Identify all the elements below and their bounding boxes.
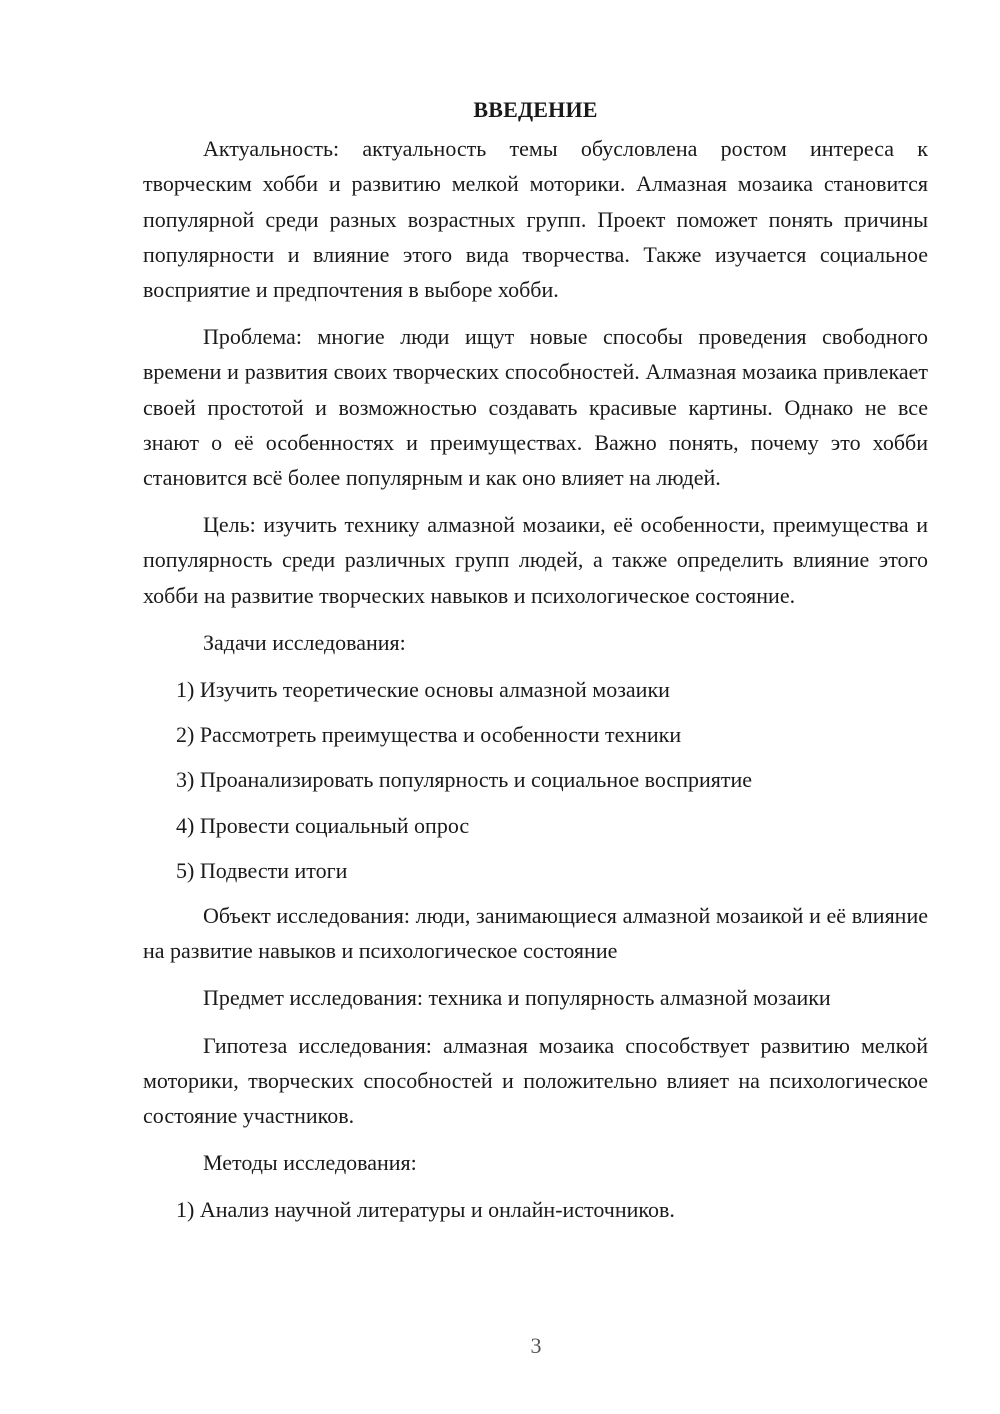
methods-list xyxy=(143,1192,928,1227)
subject-paragraph: Предмет исследования: техника и популярность алмазной мозаики xyxy=(203,985,831,1011)
methods-heading: Методы исследования: xyxy=(203,1150,417,1176)
list-item: 1) Изучить теоретические основы алмазной мозаики xyxy=(176,677,670,703)
list-item: 3) Проанализировать популярность и социальное восприятие xyxy=(176,767,753,793)
page-heading: ВВЕДЕНИЕ xyxy=(473,97,598,122)
hypothesis-paragraph: Гипотеза исследования: алмазная мозаика способствует развитию мелкой моторики, творческих способностей и положительно влияет на психологическое состояние участников. xyxy=(143,1032,928,1129)
page-content xyxy=(143,92,928,1238)
goal-paragraph: Цель: изучить технику алмазной мозаики, её особенности, преимущества и популярность среди различных групп людей, а также определить влияние этого хобби на развитие творческих навыков и психологическое состояние. xyxy=(143,512,928,608)
list-item: 5) Подвести итоги xyxy=(176,857,348,883)
list-item: 4) Провести социальный опрос xyxy=(176,812,470,838)
relevance-paragraph: Актуальность: актуальность темы обусловлена ростом интереса к творческим хобби и развитию мелкой моторики. Алмазная мозаика становится популярной среди разных возрастных групп. Проект поможет понять причины популярности и влияние этого вида творчества. Также изучается социальное восприятие и предпочтения в выборе хобби. xyxy=(143,136,928,303)
list-item: 2) Рассмотреть преимущества и особенности техники xyxy=(176,722,682,748)
problem-paragraph: Проблема: многие люди ищут новые способы проведения свободного времени и развития своих творческих способностей. Алмазная мозаика привлекает своей простотой и возможностью создавать красивые картины. Однако не все знают о её особенностях и преимуществах. Важно понять, почему это хобби становится всё более популярным и как оно влияет на людей. xyxy=(143,324,928,491)
object-paragraph: Объект исследования: люди, занимающиеся алмазной мозаикой и её влияние на развитие навыков и психологическое состояние xyxy=(143,903,928,964)
tasks-heading: Задачи исследования: xyxy=(203,629,406,655)
tasks-list xyxy=(143,672,928,888)
page-number: 3 xyxy=(530,1333,542,1358)
list-item: 1) Анализ научной литературы и онлайн-источников. xyxy=(176,1197,675,1223)
